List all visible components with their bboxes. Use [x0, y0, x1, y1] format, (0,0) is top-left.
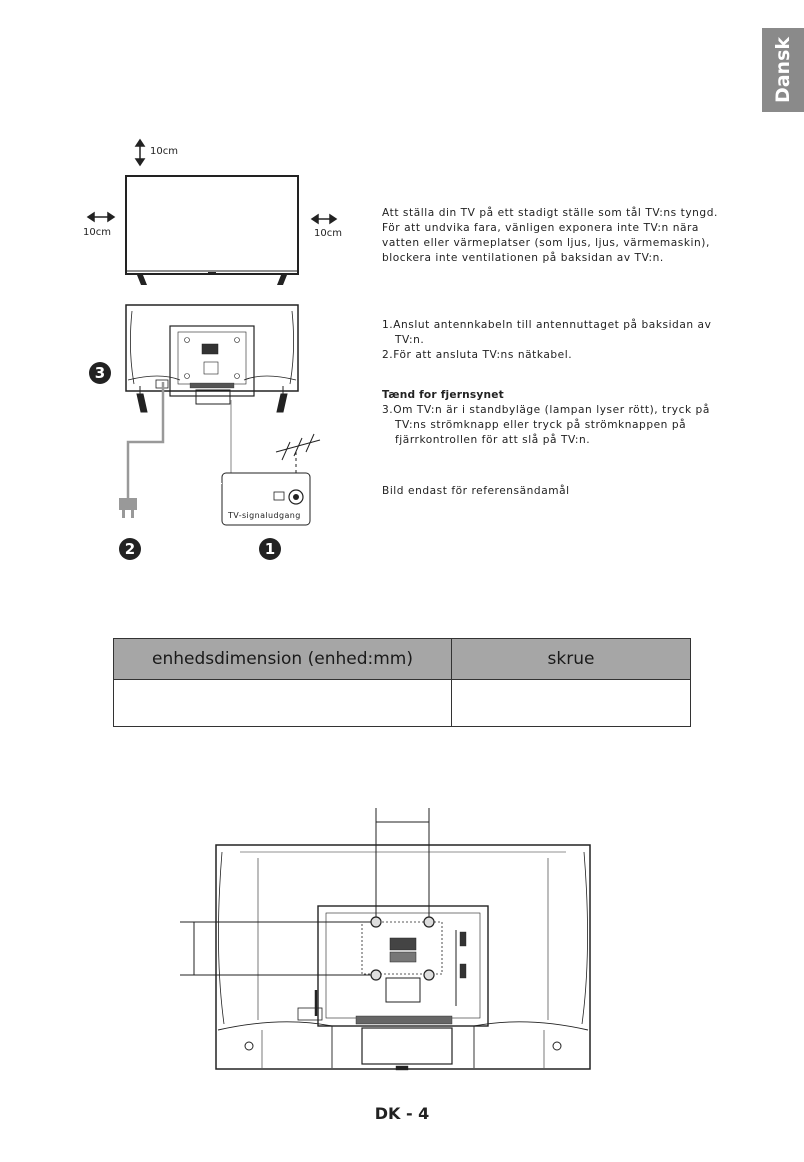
top-clearance-label: 10cm [150, 146, 178, 157]
power-on-section [382, 388, 710, 448]
placement-line-1: Att ställa din TV på ett stadigt ställe som tål TV:ns tyngd. [382, 207, 718, 219]
tv-front-icon [126, 176, 298, 285]
tv-back-large-icon [180, 808, 590, 1070]
step-3-line-2: TV:ns strömknapp eller tryck på strömknappen på [395, 419, 687, 431]
power-heading: Tænd for fjernsynet [382, 389, 504, 401]
placement-description [382, 206, 718, 266]
left-clearance-label: 10cm [83, 227, 111, 238]
placement-line-3: vatten eller värmeplatser (som ljus, ljus, värmemaskin), [382, 237, 710, 249]
left-arrow-icon [88, 213, 114, 221]
dimension-header: enhedsdimension (enhed:mm) [114, 639, 452, 680]
tv-back-icon [126, 305, 298, 412]
power-plug-icon [119, 498, 137, 518]
callout-3: 3 [89, 362, 111, 384]
reference-note: Bild endast för referensändamål [382, 485, 570, 497]
screw-header: skrue [452, 639, 691, 680]
connection-steps [382, 318, 711, 363]
step-1-line-2: TV:n. [395, 334, 425, 346]
step-1-line-1: 1.Anslut antennkabeln till antennuttaget på baksidan av [382, 319, 712, 331]
page-footer: DK - 4 [374, 1104, 430, 1123]
signal-box-label: TV-signaludgang [228, 511, 301, 520]
vesa-header-row [114, 639, 691, 680]
placement-line-4: blockera inte ventilationen på baksidan av TV:n. [382, 252, 664, 264]
right-clearance-label: 10cm [314, 228, 342, 239]
callout-2: 2 [119, 538, 141, 560]
power-cable [128, 382, 163, 498]
reference-note-block [382, 484, 570, 499]
vertical-arrow-icon [136, 140, 144, 165]
placement-line-2: För att undvika fara, vänligen exponera inte TV:n nära [382, 222, 699, 234]
step-3-line-1: 3.Om TV:n är i standbyläge (lampan lyser rött), tryck på [382, 404, 710, 416]
callout-1: 1 [259, 538, 281, 560]
vesa-table [113, 638, 691, 727]
dimension-cell [114, 680, 452, 727]
vesa-data-row [114, 680, 691, 727]
language-tab-label: Dansk [772, 36, 794, 104]
right-arrow-icon [312, 215, 336, 223]
screw-cell [452, 680, 691, 727]
step-2: 2.För att ansluta TV:ns nätkabel. [382, 349, 573, 361]
step-3-line-3: fjärrkontrollen för att slå på TV:n. [395, 434, 591, 446]
